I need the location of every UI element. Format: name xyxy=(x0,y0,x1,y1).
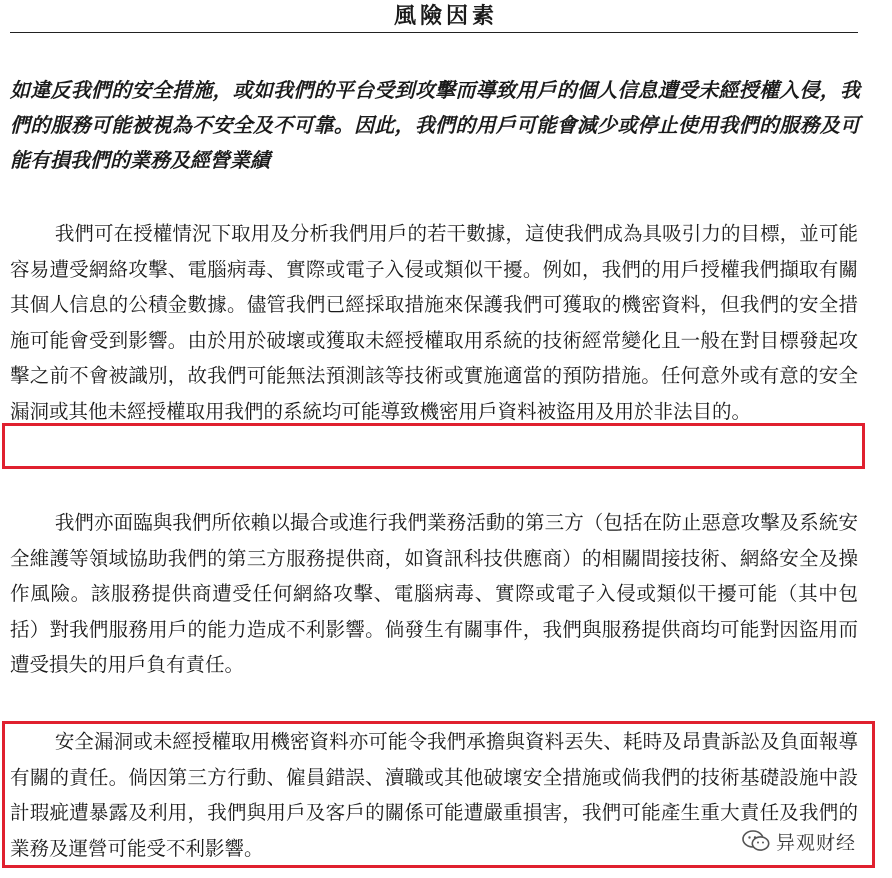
paragraph-security-breach: 安全漏洞或未經授權取用機密資料亦可能令我們承擔與資料丟失、耗時及昂貴訴訟及負面報導有關的責任。倘因第三方行動、僱員錯誤、瀆職或其他破壞安全措施或倘我們的技術基礎設施中設計瑕疵遭暴露及利用，我們與用戶及客戶的關係可能遭嚴重損害，我們可能產生重大責任及我們的業務及運營可能受不利影響。 xyxy=(10,730,858,860)
watermark-text: 异观财经 xyxy=(776,831,857,854)
watermark xyxy=(742,826,860,856)
section-title: 風險因素 xyxy=(393,3,498,29)
highlight-box-1 xyxy=(2,423,865,469)
risk-heading: 如違反我們的安全措施，或如我們的平台受到攻擊而導致用戶的個人信息遭受未經授權入侵，我們的服務可能被視為不安全及不可靠。因此，我們的用戶可能會減少或停止使用我們的服務及可能有損我們的業務及經營業績 xyxy=(10,78,860,172)
page-header xyxy=(0,0,892,32)
paragraph-third-party: 我們亦面臨與我們所依賴以撮合或進行我們業務活動的第三方（包括在防止惡意攻擊及系統安全維護等領域協助我們的第三方服務提供商，如資訊科技供應商）的相關間接技術、網絡安全及操作風險。該服務提供商遭受任何網絡攻擊、電腦病毒、實際或電子入侵或類似干擾可能（其中包括）對我們服務用戶的能力造成不利影響。倘發生有關事件，我們與服務提供商均可能對因盜用而遭受損失的用戶負有責任。 xyxy=(10,511,858,676)
paragraph-data-access: 我們可在授權情況下取用及分析我們用戶的若干數據，這使我們成為具吸引力的目標，並可能容易遭受網絡攻擊、電腦病毒、實際或電子入侵或類似干擾。例如，我們的用戶授權我們擷取有關其個人信息的公積金數據。儘管我們已經採取措施來保護我們可獲取的機密資料，但我們的安全措施可能會受到影響。由於用於破壞或獲取未經授權取用系統的技術經常變化且一般在對目標發起攻擊之前不會被識別，故我們可能無法預測該等技術或實施適當的預防措施。任何意外或有意的安全漏洞或其他未經授權取用我們的系統均可能導致機密用戶資料被盜用及用於非法目的。 xyxy=(10,222,858,423)
wechat-icon xyxy=(742,830,770,852)
header-divider xyxy=(10,32,858,33)
